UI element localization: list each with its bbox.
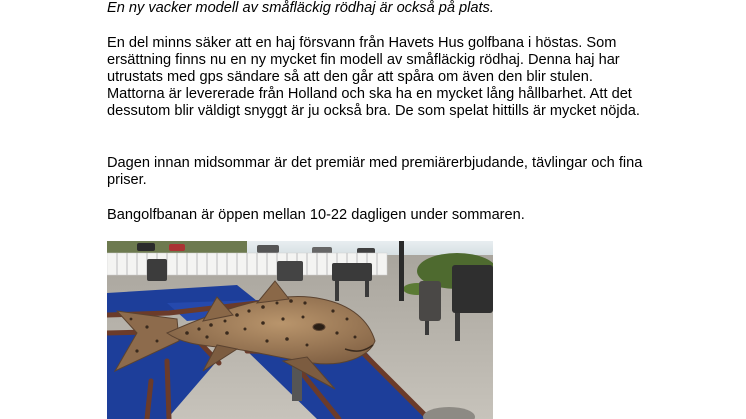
shark-photo xyxy=(107,241,493,419)
paragraph-shark-replacement: En del minns säker att en haj försvann från Havets Hus golfbana i höstas. Som ersättning finns nu en ny mycket fin modell av småfläckig rödhaj. Denna haj har utrustats med gps sändare så att den går att spåra om även den blir stulen. Mattorna är levererade från Holland och ska ha en mycket lång hållbarhet. Att det dessutom blir väldigt snyggt är ju också bra. De som spelat hittills är mycket nöjda. xyxy=(107,35,640,119)
paragraph-premiere: Dagen innan midsommar är det premiär med premiärerbjudande, tävlingar och fina priser. xyxy=(107,155,643,188)
image-caption: En ny vacker modell av småfläckig rödhaj är också på plats. xyxy=(107,0,494,16)
paragraph-opening-hours: Bangolfbanan är öppen mellan 10-22 dagligen under sommaren. xyxy=(107,207,525,223)
